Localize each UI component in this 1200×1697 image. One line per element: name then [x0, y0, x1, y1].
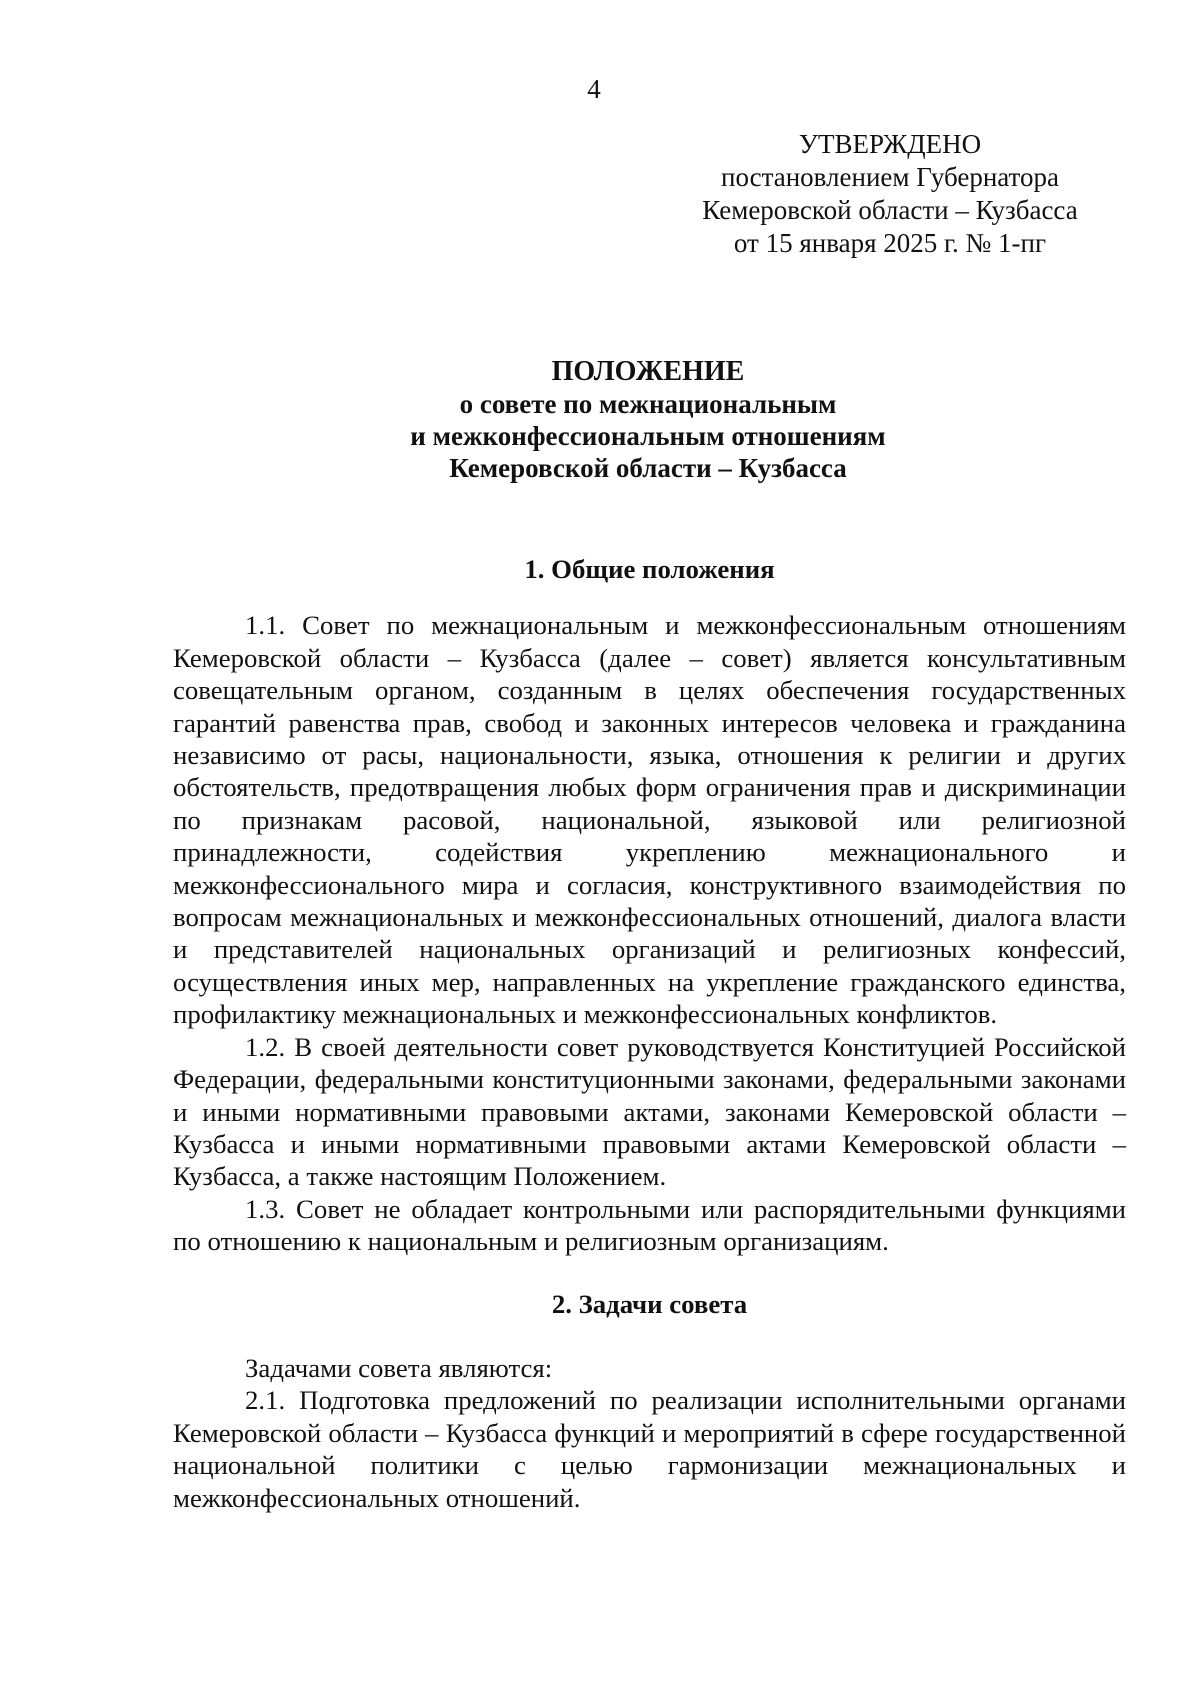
paragraph: 1.3. Совет не обладает контрольными или распорядительными функциями по отношению к национальным и религиозным организациям. — [173, 1193, 1126, 1257]
paragraph: 1.2. В своей деятельности совет руководствуется Конституцией Российской Федерации, федеральными конституционными законами, федеральными законами и иными нормативными правовыми актами, законами Кемеровской области – Кузбасса и иными нормативными правовыми актами Кемеровской области – Кузбасса, а также настоящим Положением. — [173, 1031, 1126, 1192]
paragraph-lead: Задачами совета являются: — [245, 1352, 553, 1383]
approval-heading: УТВЕРЖДЕНО — [798, 129, 982, 159]
section-heading: 2. Задачи совета — [551, 1288, 748, 1319]
paragraph: 1.1. Совет по межнациональным и межконфессиональным отношениям Кемеровской области – Кузбасса (далее – совет) является консультативным совещательным органом, созданным в целях обеспечения государственных гарантий равенства прав, свобод и законных интересов человека и гражданина независимо от расы, национальности, языка, отношения к религии и других обстоятельств, предотвращения любых форм ограничения прав и дискриминации по признакам расовой, национальной, языковой или религиозной принадлежности, содействия укреплению межнационального и межконфессионального мира и согласия, конструктивного взаимодействия по вопросам межнациональных и межконфессиональных отношений, диалога власти и представителей национальных организаций и религиозных конфессий, осуществления иных мер, направленных на укрепление гражданского единства, профилактику межнациональных и межконфессиональных конфликтов. — [173, 610, 1126, 1030]
approval-stamp-block — [668, 128, 1112, 260]
paragraph: 2.1. Подготовка предложений по реализации исполнительными органами Кемеровской области – Кузбасса функций и мероприятий в сфере государственной национальной политики с целью гармонизации межнациональных и межконфессиональных отношений. — [173, 1385, 1126, 1513]
section-heading: 1. Общие положения — [524, 554, 775, 584]
page-number: 4 — [587, 74, 601, 104]
approval-line: Кемеровской области – Кузбасса — [702, 195, 1078, 225]
approval-date: от 15 января 2025 г. № 1-пг — [733, 228, 1047, 258]
document-body — [173, 553, 1126, 1514]
document-title-line: о совете по межнациональным — [459, 389, 837, 419]
approval-line: постановлением Губернатора — [721, 162, 1059, 192]
document-title-main: ПОЛОЖЕНИЕ — [551, 356, 745, 387]
document-title — [0, 356, 1200, 484]
document-title-line: Кемеровской области – Кузбасса — [449, 453, 847, 483]
document-title-line: и межконфессиональным отношениям — [410, 421, 886, 451]
